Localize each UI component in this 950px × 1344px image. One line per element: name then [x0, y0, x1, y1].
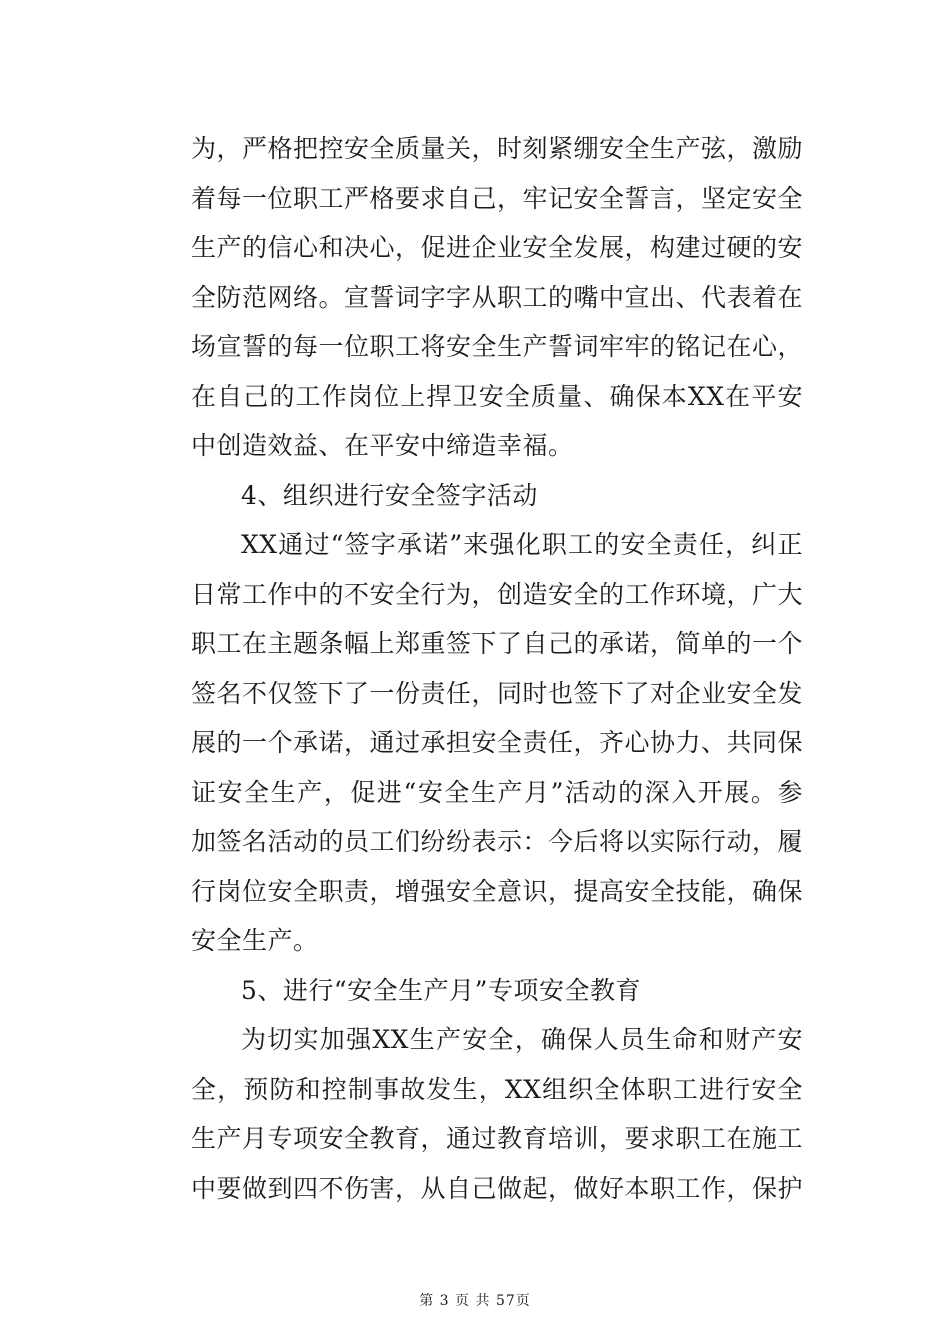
document-body	[191, 124, 803, 1213]
paragraph-continuation: 为，严格把控安全质量关，时刻紧绷安全生产弦，激励着每一位职工严格要求自己，牢记安全誓言，坚定安全生产的信心和决心，促进企业安全发展，构建过硬的安全防范网络。宣誓词字字从职工的嘴中宣出、代表着在场宣誓的每一位职工将安全生产誓词牢牢的铭记在心，在自己的工作岗位上捍卫安全质量、确保本XX在平安中创造效益、在平安中缔造幸福。	[191, 134, 804, 460]
paragraph-signing-activity: XX通过“签字承诺”来强化职工的安全责任，纠正日常工作中的不安全行为，创造安全的工作环境，广大职工在主题条幅上郑重签下了自己的承诺，简单的一个签名不仅签下了一份责任，同时也签下了对企业安全发展的一个承诺，通过承担安全责任，齐心协力、共同保证安全生产，促进“安全生产月”活动的深入开展。参加签名活动的员工们纷纷表示：今后将以实际行动，履行岗位安全职责，增强安全意识，提高安全技能，确保安全生产。	[191, 530, 804, 955]
page-number-footer: 第 3 页 共 57页	[419, 1293, 531, 1309]
paragraph-safety-education: 为切实加强XX生产安全，确保人员生命和财产安全，预防和控制事故发生，XX组织全体职工进行安全生产月专项安全教育，通过教育培训，要求职工在施工中要做到四不伤害，从自己做起，做好本职工作，保护	[191, 1025, 804, 1203]
section-heading-4: 4、组织进行安全签字活动	[241, 480, 538, 510]
section-heading-5: 5、进行“安全生产月”专项安全教育	[241, 975, 641, 1005]
